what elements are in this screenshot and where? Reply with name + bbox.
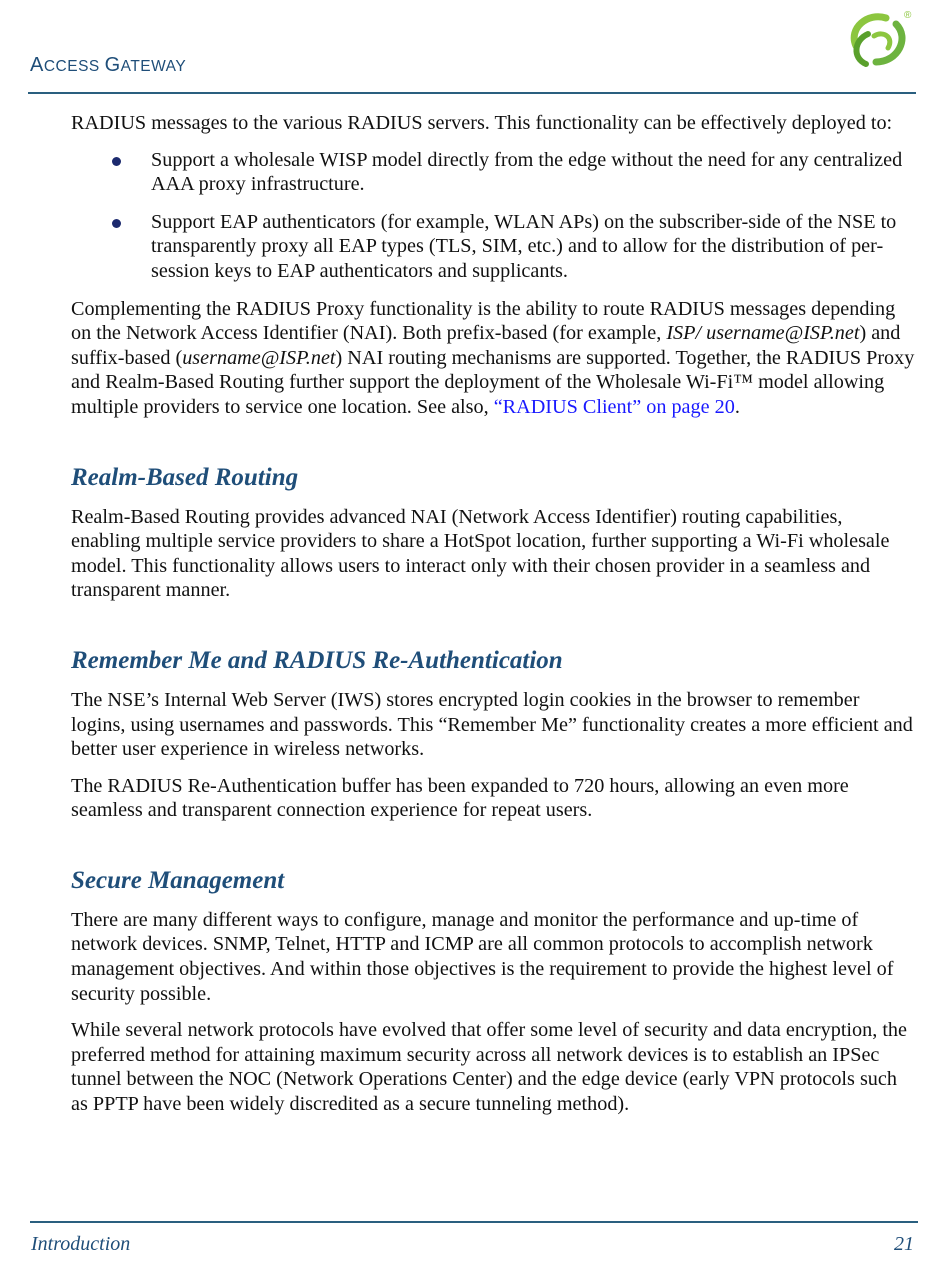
- registered-mark: ®: [904, 10, 912, 21]
- page-body: [71, 111, 916, 1129]
- page-number: 21: [894, 1233, 914, 1255]
- paragraph: RADIUS messages to the various RADIUS servers. This functionality can be effectively deployed to:: [71, 112, 893, 134]
- paragraph: [71, 297, 916, 420]
- text-run: ) NAI routing mechanisms are supported. Together, the RADIUS Proxy and Realm-Based Routing further support the deployment of the Wholesale Wi-Fi™ model allowing multiple providers to service one location. See also,: [71, 346, 915, 418]
- list-item-text: Support EAP authenticators (for example, WLAN APs) on the subscriber-side of the NSE to transparently proxy all EAP types (TLS, SIM, etc.) and to allow for the distribution of per-session keys to EAP authenticators and supplicants.: [151, 210, 897, 282]
- paragraph: The RADIUS Re-Authentication buffer has been expanded to 720 hours, allowing an even more seamless and transparent connection experience for repeat users.: [71, 774, 849, 822]
- paragraph: There are many different ways to configure, manage and monitor the performance and up-time of network devices. SNMP, Telnet, HTTP and ICMP are all common protocols to accomplish network management objectives. And within those objectives is the requirement to provide the highest level of security possible.: [71, 908, 894, 1005]
- company-logo-icon: [838, 6, 918, 72]
- running-header: [30, 54, 186, 77]
- section-heading: Realm-Based Routing: [71, 463, 299, 491]
- section-heading: Remember Me and RADIUS Re-Authentication: [71, 646, 563, 674]
- list-item: [71, 148, 916, 197]
- header-rule: [28, 92, 916, 94]
- italic-text: ISP/ username@ISP.net: [666, 322, 860, 345]
- bullet-icon: [112, 219, 121, 228]
- spacer: [71, 615, 916, 646]
- paragraph: Realm-Based Routing provides advanced NAI (Network Access Identifier) routing capabilities, enabling multiple service providers to share a HotSpot location, further supporting a Wi-Fi wholesale model. This functionality allows users to interact only with their chosen provider in a seamless and transparent manner.: [71, 505, 890, 602]
- italic-text: username@ISP.net: [182, 346, 336, 369]
- cross-reference-link[interactable]: “RADIUS Client” on page 20: [493, 395, 735, 418]
- header-text: ATEWAY: [120, 58, 187, 75]
- paragraph: The NSE’s Internal Web Server (IWS) stores encrypted login cookies in the browser to remember logins, using usernames and passwords. This “Remember Me” functionality creates a more efficient and better user experience in wireless networks.: [71, 688, 913, 761]
- bullet-icon: [112, 157, 121, 166]
- header-letter: G: [104, 54, 121, 76]
- paragraph: While several network protocols have evolved that offer some level of security and data encryption, the preferred method for attaining maximum security across all network devices is to establish an IPSec tunnel between the NOC (Network Operations Center) and the edge device (early VPN protocols such as PPTP have been widely discredited as a secure tunneling method).: [71, 1019, 907, 1116]
- header-letter: A: [30, 54, 44, 76]
- list-item-text: Support a wholesale WISP model directly from the edge without the need for any centralized AAA proxy infrastructure.: [151, 148, 903, 196]
- text-run: Complementing the RADIUS Proxy functionality is the ability to route RADIUS messages depending on the Network Access Identifier (NAI). Both prefix-based (for example,: [71, 297, 896, 345]
- header-text: CCESS: [43, 58, 105, 75]
- footer-section-title: Introduction: [31, 1233, 131, 1255]
- text-run: ) and suffix-based (: [71, 322, 901, 369]
- section-heading: Secure Management: [71, 866, 285, 894]
- text-run: .: [734, 395, 740, 418]
- footer-rule: [30, 1221, 918, 1223]
- list-item: [71, 210, 916, 284]
- bullet-list: [71, 148, 916, 284]
- spacer: [71, 432, 916, 463]
- spacer: [71, 835, 916, 866]
